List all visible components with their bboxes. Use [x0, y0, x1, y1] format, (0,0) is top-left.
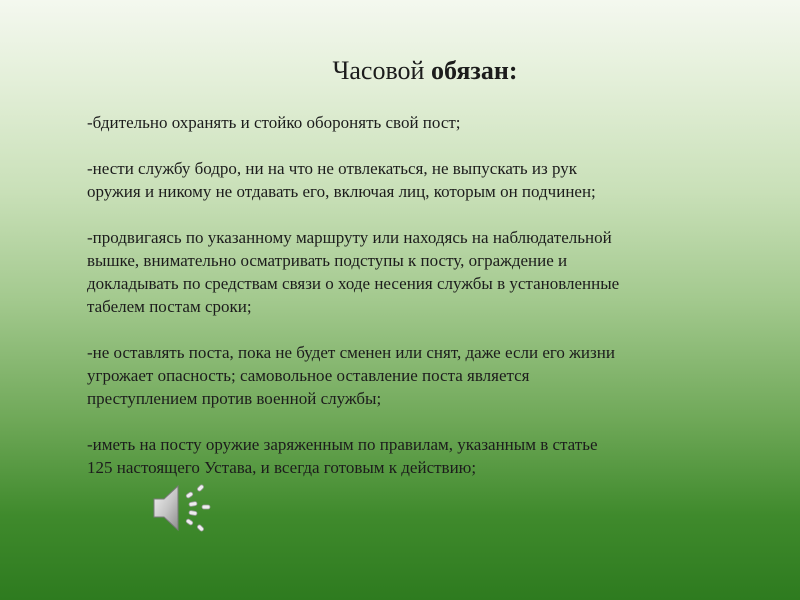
- duty-line: -бдительно охранять и стойко оборонять свой пост;: [87, 113, 461, 132]
- duty-line: оружия и никому не отдавать его, включая лиц, которым он подчинен;: [87, 182, 596, 201]
- duty-line: докладывать по средствам связи о ходе несения службы в установленные: [87, 274, 620, 293]
- slide-title: [0, 54, 800, 88]
- duty-line: табелем постам сроки;: [87, 297, 252, 316]
- slide-title-bold: обязан:: [430, 56, 518, 85]
- duty-line: -продвигаясь по указанному маршруту или находясь на наблюдательной: [87, 228, 612, 247]
- duty-line: 125 настоящего Устава, и всегда готовым к действию;: [87, 458, 477, 477]
- duty-paragraph-3: [87, 226, 737, 318]
- duty-line: -не оставлять поста, пока не будет сменен или снят, даже если его жизни: [87, 343, 615, 362]
- speaker-icon[interactable]: [150, 480, 212, 536]
- duty-paragraph-5: [87, 433, 737, 479]
- duty-line: угрожает опасность; самовольное оставление поста является: [87, 366, 530, 385]
- duty-paragraph-4: [87, 341, 737, 410]
- duty-line: -нести службу бодро, ни на что не отвлекаться, не выпускать из рук: [87, 159, 577, 178]
- slide-title-regular: Часовой: [332, 56, 431, 85]
- duty-paragraph-2: [87, 157, 737, 203]
- duty-paragraph-1: [87, 111, 737, 134]
- duty-line: преступлением против военной службы;: [87, 389, 382, 408]
- duty-line: -иметь на посту оружие заряженным по правилам, указанным в статье: [87, 435, 598, 454]
- duties-list: [87, 111, 737, 502]
- duty-line: вышке, внимательно осматривать подступы к посту, ограждение и: [87, 251, 568, 270]
